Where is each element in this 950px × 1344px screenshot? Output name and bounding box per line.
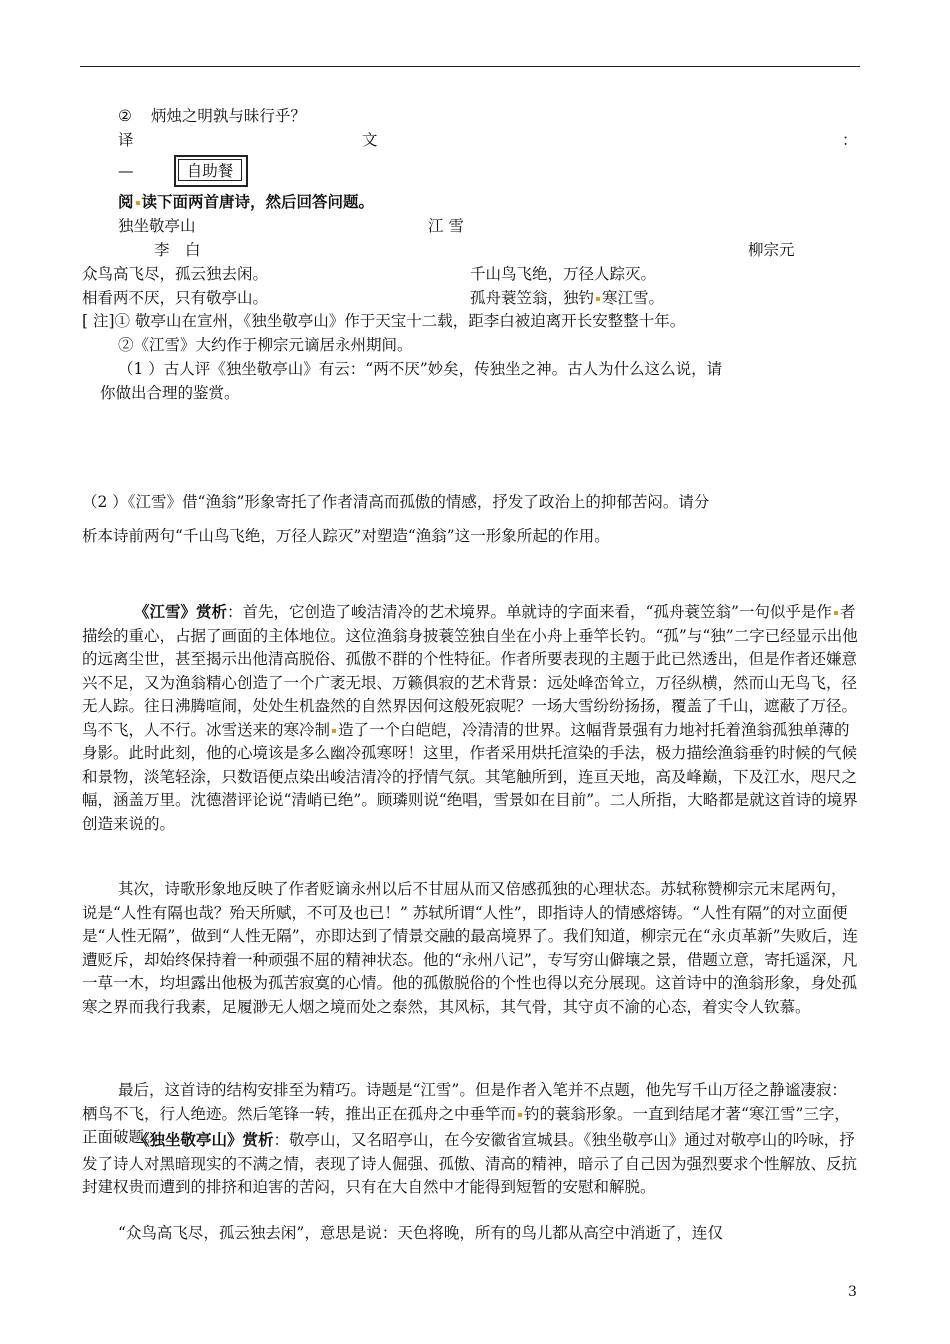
analysis-jiangxue-p2: 其次，诗歌形象地反映了作者贬谪永州以后不甘屈从而又倍感孤独的心理状态。苏轼称赞柳宗元末尾两句，说是“人性有隔也哉？殆天所赋，不可及也已！” 苏轼所谓“人性”，即指诗人的情感熔铸。“人性有隔”的对立面便是“人性无隔”，做到“人性无隔”，亦即达到了情景交融的最高境界了。我们知道，柳宗元在“永贞革新”失败后，连遭贬斥，却始终保持着一种顽强不屈的精神状态。他的“永州八记”，专写穷山僻壤之景，借题立意，寄托遥深，凡一草一木，均坦露出他极为孤苦寂寞的心情。他的孤傲脱俗的个性也得以充分展现。这首诗中的渔翁形象，身处孤寒之界而我行我素，足履渺无人烟之境而处之泰然，其风标，其气骨，其守贞不渝的心态，着实令人钦慕。 xyxy=(82,880,859,1016)
poem1-line1: 众鸟高飞尽，孤云独去闲。 xyxy=(82,265,269,283)
question-number: ② xyxy=(118,107,132,125)
question-1-line1: （1 ）古人评《独坐敬亭山》有云：“两不厌”妙矣，传独坐之神。古人为什么这么说，请 xyxy=(118,360,723,378)
analysis-label: 《独坐敬亭山》赏析 xyxy=(134,1130,274,1149)
translation-label-a: 译 xyxy=(118,131,134,149)
page-number: 3 xyxy=(848,1284,857,1300)
note-2: ②《江雪》大约作于柳宗元谪居永州期间。 xyxy=(118,336,413,354)
poem1-author: 李 白 xyxy=(154,241,201,259)
dash-mark: — xyxy=(118,162,134,180)
poem2-title: 江 雪 xyxy=(428,217,464,235)
question-2 xyxy=(118,104,306,126)
question-2-line2: 析本诗前两句“千山鸟飞绝，万径人踪灭”对塑造“渔翁”这一形象所起的作用。 xyxy=(82,527,610,545)
poem1-line2: 相看两不厌，只有敬亭山。 xyxy=(82,289,269,307)
analysis-label: 《江雪》赏析 xyxy=(134,602,228,621)
poem2-line1: 千山鸟飞绝，万径人踪灭。 xyxy=(470,265,657,283)
dot-mark xyxy=(136,201,140,205)
analysis-jiangxue-p1: 《江雪》赏析：首先，它创造了峻洁清冷的艺术境界。单就诗的字面来看，“孤舟蓑笠翁”一句似乎是作 者描绘的重心，占据了画面的主体地位。这位渔翁身披蓑笠独自坐在小舟上垂竿长钓。“孤”与“独”二字已经显示出他的远离尘世，甚至揭示出他清高脱俗、孤傲不群的个性特征。作者所要表现的主题于此已然透出，但是作者还嫌意兴不足，又为渔翁精心创造了一个广袤无垠、万籁俱寂的艺术背景：远处峰峦耸立，万径纵横，然而山无鸟飞，径无人踪。往日沸腾喧闹，处处生机盎然的自然界因何这般死寂呢？一场大雪纷纷扬扬，覆盖了千山，遮蔽了万径。鸟不飞，人不行。冰雪送来的寒冷制 造了一个白皑皑，冷清清的世界。这幅背景强有力地衬托着渔翁孤独单薄的身影。此时此刻，他的心境该是多么幽冷孤寒呀！这里，作者采用烘托渲染的手法，极力描绘渔翁垂钓时候的气候和景物，淡笔轻涂，只数语便点染出峻洁清冷的抒情气氛。其笔触所到，连亘天地，高及峰巅，下及江水，咫尺之幅，涵盖万里。沈德潜评论说“清峭已绝”。顾璘则说“绝唱，雪景如在目前”。二人所指，大略都是就这首诗的境界创造来说的。 xyxy=(82,602,858,833)
analysis-jingtingshan-p2: “众鸟高飞尽，孤云独去闲”，意思是说：天色将晚，所有的鸟儿都从高空中消逝了，连仅 xyxy=(118,1224,723,1242)
question-1-line2: 你做出合理的鉴赏。 xyxy=(100,384,240,402)
top-rule xyxy=(80,66,860,67)
question-2-line1: （2 ）《江雪》借“渔翁”形象寄托了作者清高而孤傲的情感，抒发了政治上的抑郁苦闷。请分 xyxy=(82,493,710,511)
poem2-author: 柳宗元 xyxy=(748,241,795,259)
translation-label-b: 文 xyxy=(362,131,378,149)
analysis-jingtingshan-p1: 《独坐敬亭山》赏析：敬亭山，又名昭亭山，在今安徽省宣城县。《独坐敬亭山》通过对敬亭山的吟咏，抒发了诗人对黑暗现实的不满之情，表现了诗人倔强、孤傲、清高的精神，暗示了自己因为强烈要求个性解放、反抗封建权贵而遭到的排挤和迫害的苦闷，只有在大自然中才能得到短暂的安慰和解脱。 xyxy=(82,1130,858,1196)
task-instruction: 阅 读下面两首唐诗，然后回答问题。 xyxy=(118,192,375,211)
poem1-title: 独坐敬亭山 xyxy=(118,217,196,235)
analysis-jiangxue-p3: 最后，这首诗的结构安排至为精巧。诗题是“江雪”。但是作者入笔并不点题，他先写千山万径之静谧凄寂：栖鸟不飞，行人绝迹。然后笔锋一转，推出正在孤舟之中垂竿而 钓的蓑翁形象。一直到结尾才著“寒江雪”三字，正面破题。 xyxy=(82,1081,850,1146)
poem2-line2: 孤舟蓑笠翁，独钓 寒江雪。 xyxy=(470,289,665,307)
translation-colon: ： xyxy=(842,131,858,149)
question-text: 炳烛之明孰与昧行乎？ xyxy=(150,107,306,125)
note-1: [ 注]① 敬亭山在宣州，《独坐敬亭山》作于天宝十二载，距李白被迫离开长安整整十年。 xyxy=(82,312,686,330)
section-label: 自助餐 xyxy=(178,159,242,181)
